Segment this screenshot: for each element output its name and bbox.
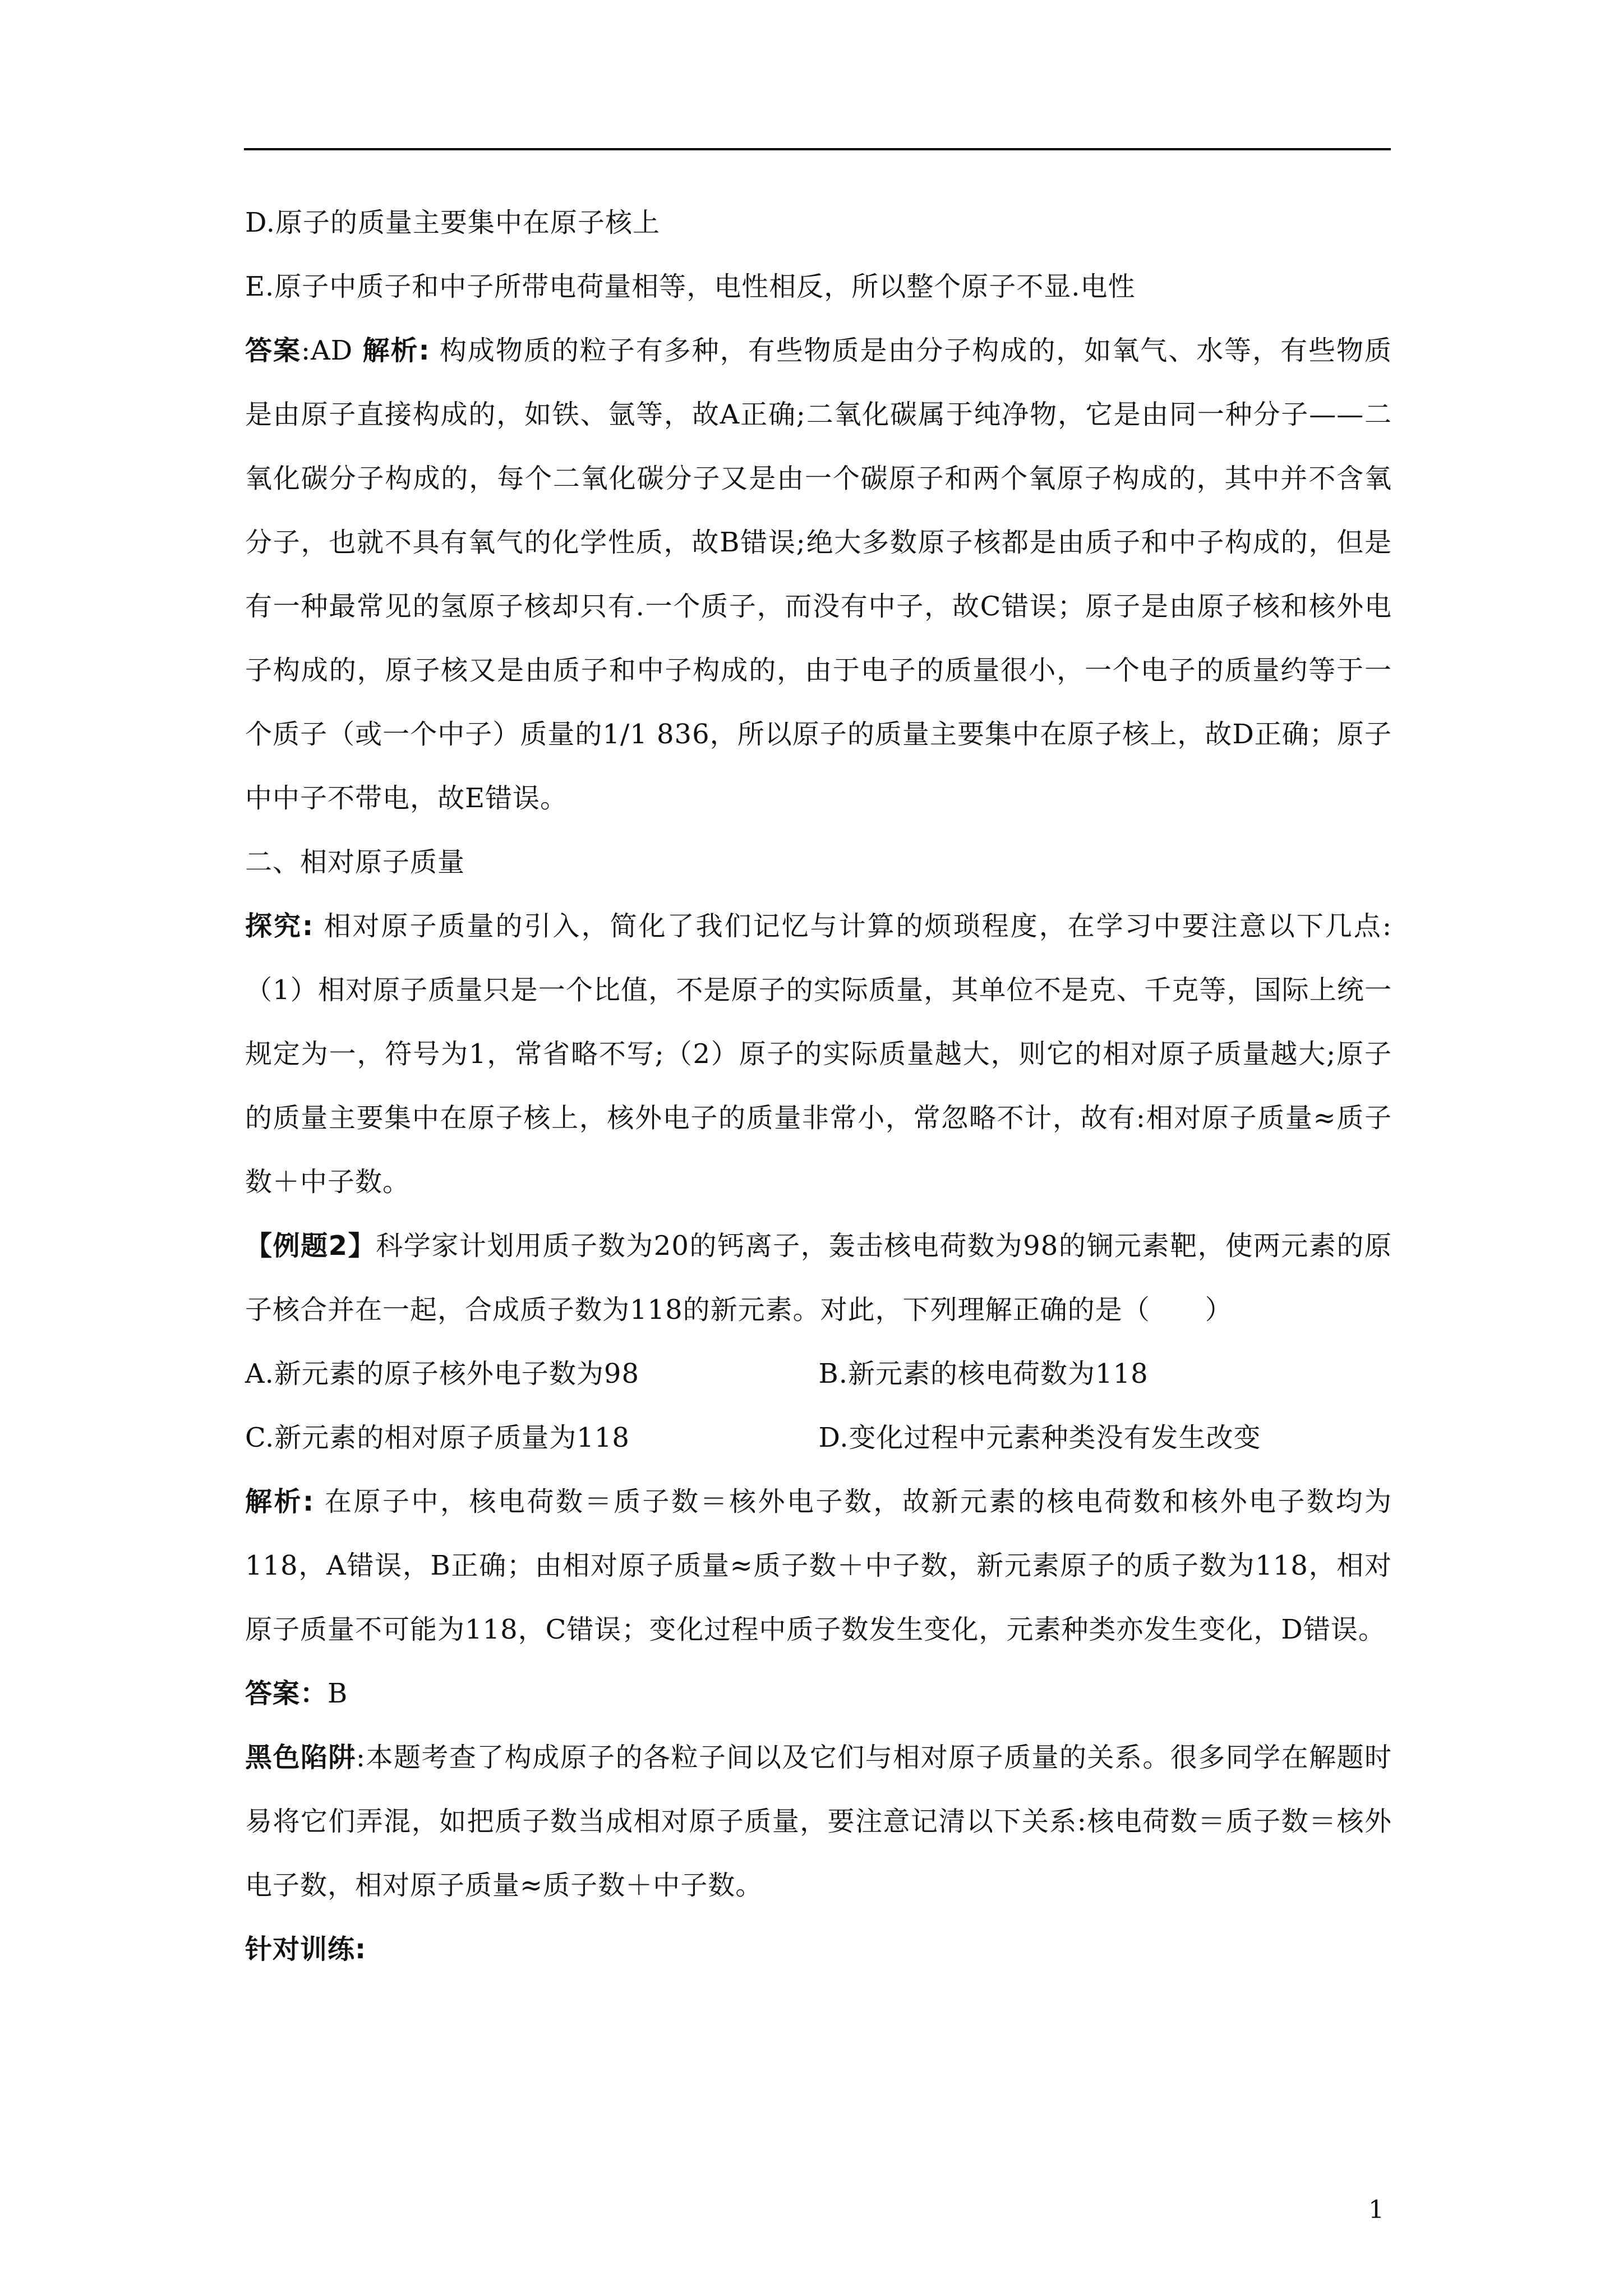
answer-1-value: :AD xyxy=(301,335,363,366)
option-d-line: D.原子的质量主要集中在原子核上 xyxy=(245,207,661,238)
example-2-options-row-2 xyxy=(245,1406,1392,1470)
explore-paragraph xyxy=(245,894,1392,1214)
section-2-title: 二、相对原子质量 xyxy=(245,846,465,878)
example-2-option-c: C.新元素的相对原子质量为118 xyxy=(245,1422,630,1453)
answer-1-paragraph xyxy=(245,319,1392,830)
answer-1-label: 答案 xyxy=(245,335,301,366)
example-2-option-b: B.新元素的核电荷数为118 xyxy=(818,1358,1149,1389)
analysis-1-text: 构成物质的粒子有多种，有些物质是由分子构成的，如氧气、水等，有些物质是由原子直接构成的，如铁、氩等，故A正确;二氧化碳属于纯净物，它是由同一种分子——二氧化碳分子构成的，每个二氧化碳分子又是由一个碳原子和两个氧原子构成的，其中并不含氧分子，也就不具有氧气的化学性质，故B错误;绝大多数原子核都是由质子和中子构成的，但是有一种最常见的氢原子核却只有.一个质子，而没有中子，故C错误；原子是由原子核和核外电子构成的，原子核又是由质子和中子构成的，由于电子的质量很小，一个电子的质量约等于一个质子（或一个中子）质量的1/1 836，所以原子的质量主要集中在原子核上，故D正确；原子中中子不带电，故E错误。 xyxy=(245,335,1393,814)
document-body xyxy=(245,191,1392,1981)
analysis-1-label: 解析: xyxy=(362,335,430,366)
example-2-label: 【例题2】 xyxy=(245,1230,376,1262)
explore-text: 相对原子质量的引入，简化了我们记忆与计算的烦琐程度，在学习中要注意以下几点:（1）相对原子质量只是一个比值，不是原子的实际质量，其单位不是克、千克等，国际上统一规定为一，符号为1，常省略不写;（2）原子的实际质量越大，则它的相对原子质量越大;原子的质量主要集中在原子核上，核外电子的质量非常小，常忽略不计，故有:相对原子质量≈质子数＋中子数。 xyxy=(245,910,1392,1198)
trap-paragraph xyxy=(245,1726,1392,1917)
example-2-option-a: A.新元素的原子核外电子数为98 xyxy=(245,1358,640,1389)
trap-label: 黑色陷阱 xyxy=(245,1742,356,1773)
explore-label: 探究: xyxy=(245,910,314,942)
analysis-2-paragraph xyxy=(245,1470,1392,1662)
example-2-text: 科学家计划用质子数为20的钙离子，轰击核电荷数为98的锎元素靶，使两元素的原子核合并在一起，合成质子数为118的新元素。对此，下列理解正确的是（ ） xyxy=(245,1230,1392,1326)
analysis-2-label: 解析: xyxy=(245,1486,315,1517)
answer-2-paragraph xyxy=(245,1662,1392,1726)
header-rule xyxy=(244,148,1391,150)
answer-2-label: 答案： xyxy=(245,1678,328,1709)
page-number: 1 xyxy=(1368,2196,1384,2224)
example-2-options-row-1 xyxy=(245,1342,1392,1406)
example-2-option-d: D.变化过程中元素种类没有发生改变 xyxy=(818,1422,1261,1453)
analysis-2-text: 在原子中，核电荷数＝质子数＝核外电子数，故新元素的核电荷数和核外电子数均为118，A错误，B正确；由相对原子质量≈质子数＋中子数，新元素原子的质子数为118，相对原子质量不可能为118，C错误；变化过程中质子数发生变化，元素种类亦发生变化，D错误。 xyxy=(245,1486,1392,1645)
answer-2-value: B xyxy=(328,1678,348,1709)
training-heading: 针对训练: xyxy=(245,1934,367,1965)
example-2-paragraph xyxy=(245,1214,1392,1342)
trap-text: :本题考查了构成原子的各粒子间以及它们与相对原子质量的关系。很多同学在解题时易将它们弄混，如把质子数当成相对原子质量，要注意记清以下关系:核电荷数＝质子数＝核外电子数，相对原子质量≈质子数＋中子数。 xyxy=(245,1742,1392,1901)
option-e-line: E.原子中质子和中子所带电荷量相等，电性相反，所以整个原子不显.电性 xyxy=(245,271,1136,302)
